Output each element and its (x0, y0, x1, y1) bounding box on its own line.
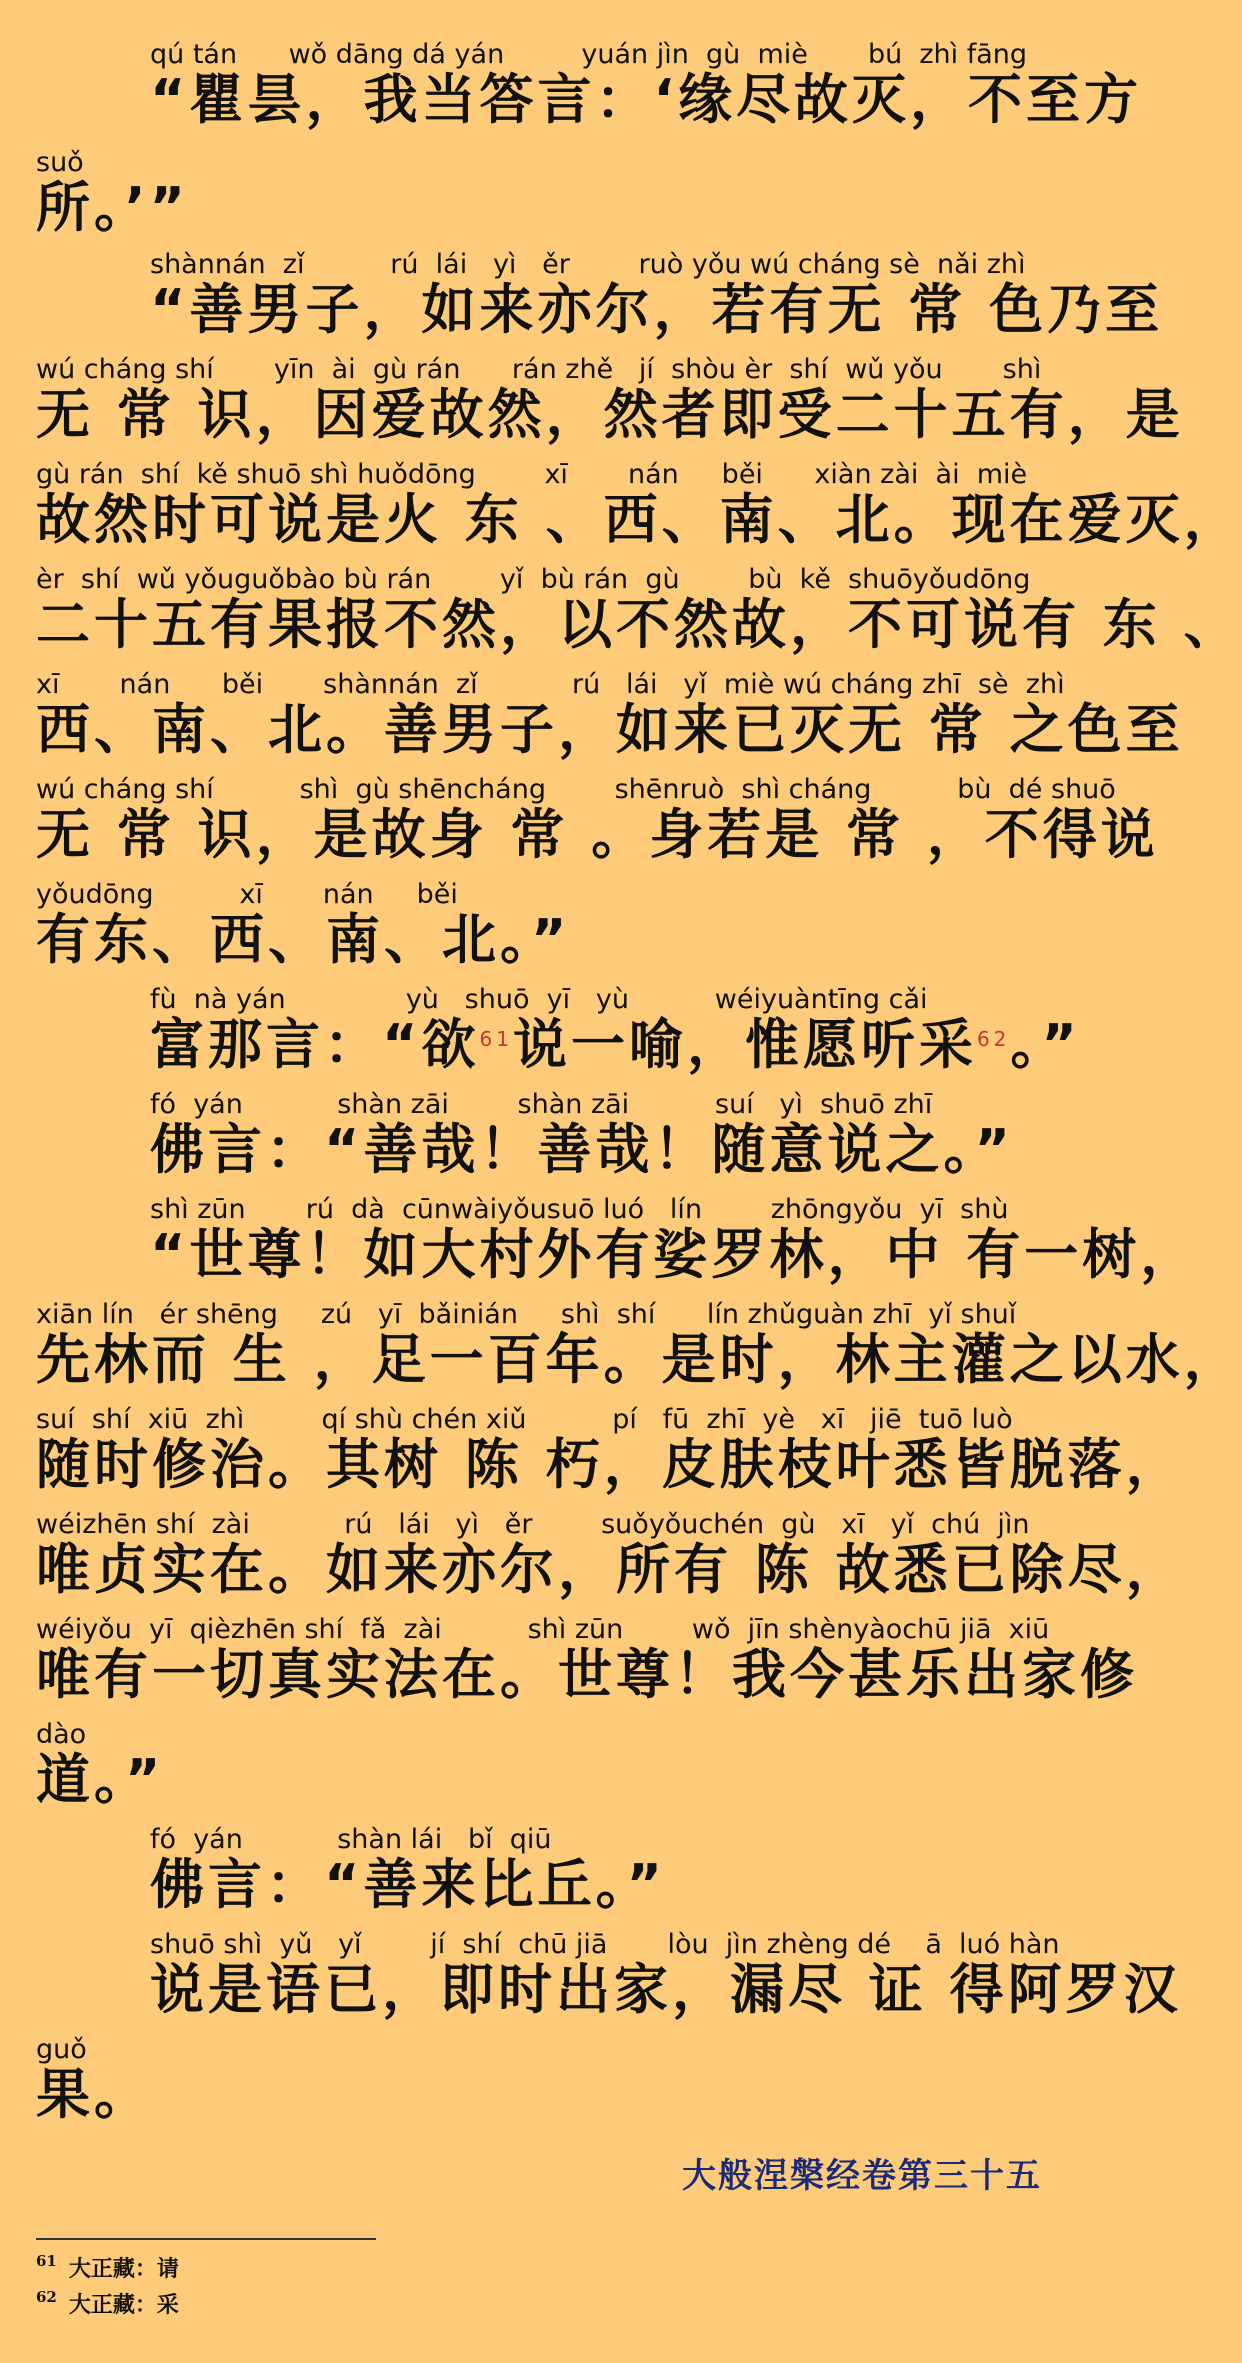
hanzi-text: 唯贞实在。如来亦尔，所有 陈 故悉已除尽， (36, 1538, 1184, 1601)
chapter-colophon: 大般涅槃经卷第三十五 (682, 2156, 1042, 2196)
footnote-number: 61 (36, 2252, 57, 2270)
footnote-ref: 61 (479, 1027, 513, 1051)
hanzi-text (150, 1015, 1081, 1075)
pinyin-annotation: shuō shì yǔ yǐ jí shí chū jiā lòu jìn zhèng dé ā luó hàn (150, 1929, 1060, 1960)
hanzi-text: 所。’” (36, 176, 190, 239)
pinyin-annotation: suí shí xiū zhì qí shù chén xiǔ pí fū zhī yè xī jiē tuō luò (36, 1404, 1013, 1435)
pinyin-annotation: gù rán shí kě shuō shì huǒdōng xī nán běi xiàn zài ài miè (36, 459, 1028, 490)
hanzi-text: 无 常 识，因爱故然，然者即受二十五有，是 (36, 383, 1184, 446)
footnote-text: 大正藏：采 (68, 2292, 179, 2318)
hanzi-text: 果。 (36, 2063, 152, 2126)
hanzi-text: 唯有一切真实法在。世尊！我今甚乐出家修 (36, 1643, 1138, 1706)
pinyin-annotation: wú cháng shí yīn ài gù rán rán zhě jí shòu èr shí wǔ yǒu shì (36, 354, 1042, 385)
pinyin-annotation: fù nà yán yù shuō yī yù wéiyuàntīng cǎi (150, 984, 928, 1015)
pinyin-annotation: suǒ (36, 147, 84, 178)
pinyin-annotation: wéiyǒu yī qièzhēn shí fǎ zài shì zūn wǒ jīn shènyàochū jiā xiū (36, 1614, 1050, 1645)
footnote-text: 大正藏：请 (68, 2256, 179, 2282)
pinyin-annotation: shànnán zǐ rú lái yì ěr ruò yǒu wú cháng sè nǎi zhì (150, 249, 1026, 280)
pinyin-annotation: dào (36, 1719, 87, 1750)
footnote-number: 62 (36, 2288, 57, 2306)
footnote-ref: 62 (976, 1027, 1011, 1051)
hanzi-text: 二十五有果报不然，以不然故，不可说有 东 、 (36, 593, 1242, 656)
footnote-62 (36, 2288, 179, 2319)
hanzi-text: 说是语已，即时出家，漏尽 证 得阿罗汉 (150, 1958, 1182, 2021)
hanzi-segment: 富那言：“欲 (150, 1013, 480, 1076)
hanzi-segment: 。” (1010, 1013, 1081, 1076)
hanzi-text: “世尊！如大村外有娑罗林，中 有一树， (150, 1223, 1199, 1286)
hanzi-text: 佛言：“善来比丘。” (150, 1853, 666, 1916)
hanzi-text: 道。” (36, 1748, 165, 1811)
hanzi-text: “瞿昙，我当答言：‘缘尽故灭，不至方 (150, 68, 1143, 131)
pinyin-annotation: wú cháng shí shì gù shēncháng shēnruò shì cháng bù dé shuō (36, 774, 1116, 805)
hanzi-text: 先林而 生 ，足一百年。是时，林主灌之以水， (36, 1328, 1242, 1391)
hanzi-text: 无 常 识，是故身 常 。身若是 常 ，不得说 (36, 803, 1159, 866)
hanzi-text: 故然时可说是火 东 、西、南、北。现在爱灭， (36, 488, 1242, 551)
hanzi-text: 随时修治。其树 陈 朽，皮肤枝叶悉皆脱落， (36, 1433, 1184, 1496)
pinyin-annotation: fó yán shàn zāi shàn zāi suí yì shuō zhī (150, 1089, 933, 1120)
pinyin-annotation: wéizhēn shí zài rú lái yì ěr suǒyǒuchén gù xī yǐ chú jìn (36, 1509, 1030, 1540)
pinyin-annotation: fó yán shàn lái bǐ qiū (150, 1824, 552, 1855)
hanzi-text: 西、南、北。善男子，如来已灭无 常 之色至 (36, 698, 1184, 761)
pinyin-annotation: xiān lín ér shēng zú yī bǎinián shì shí lín zhǔguàn zhī yǐ shuǐ (36, 1299, 1017, 1330)
pinyin-annotation: yǒudōng xī nán běi (36, 879, 458, 910)
footnote-61 (36, 2252, 179, 2283)
hanzi-text: “善男子，如来亦尔，若有无 常 色乃至 (150, 278, 1164, 341)
hanzi-text: 佛言：“善哉！善哉！随意说之。” (150, 1118, 1014, 1181)
hanzi-segment: 说一喻，惟愿听采 (512, 1013, 977, 1076)
pinyin-annotation: shì zūn rú dà cūnwàiyǒusuō luó lín zhōngyǒu yī shù (150, 1194, 1009, 1225)
hanzi-text: 有东、西、南、北。” (36, 908, 571, 971)
pinyin-annotation: qú tán wǒ dāng dá yán yuán jìn gù miè bú zhì fāng (150, 39, 1028, 70)
pinyin-annotation: guǒ (36, 2034, 87, 2065)
pinyin-annotation: èr shí wǔ yǒuguǒbào bù rán yǐ bù rán gù bù kě shuōyǒudōng (36, 564, 1031, 595)
footnote-divider (36, 2238, 376, 2240)
pinyin-annotation: xī nán běi shànnán zǐ rú lái yǐ miè wú cháng zhī sè zhì (36, 669, 1065, 700)
